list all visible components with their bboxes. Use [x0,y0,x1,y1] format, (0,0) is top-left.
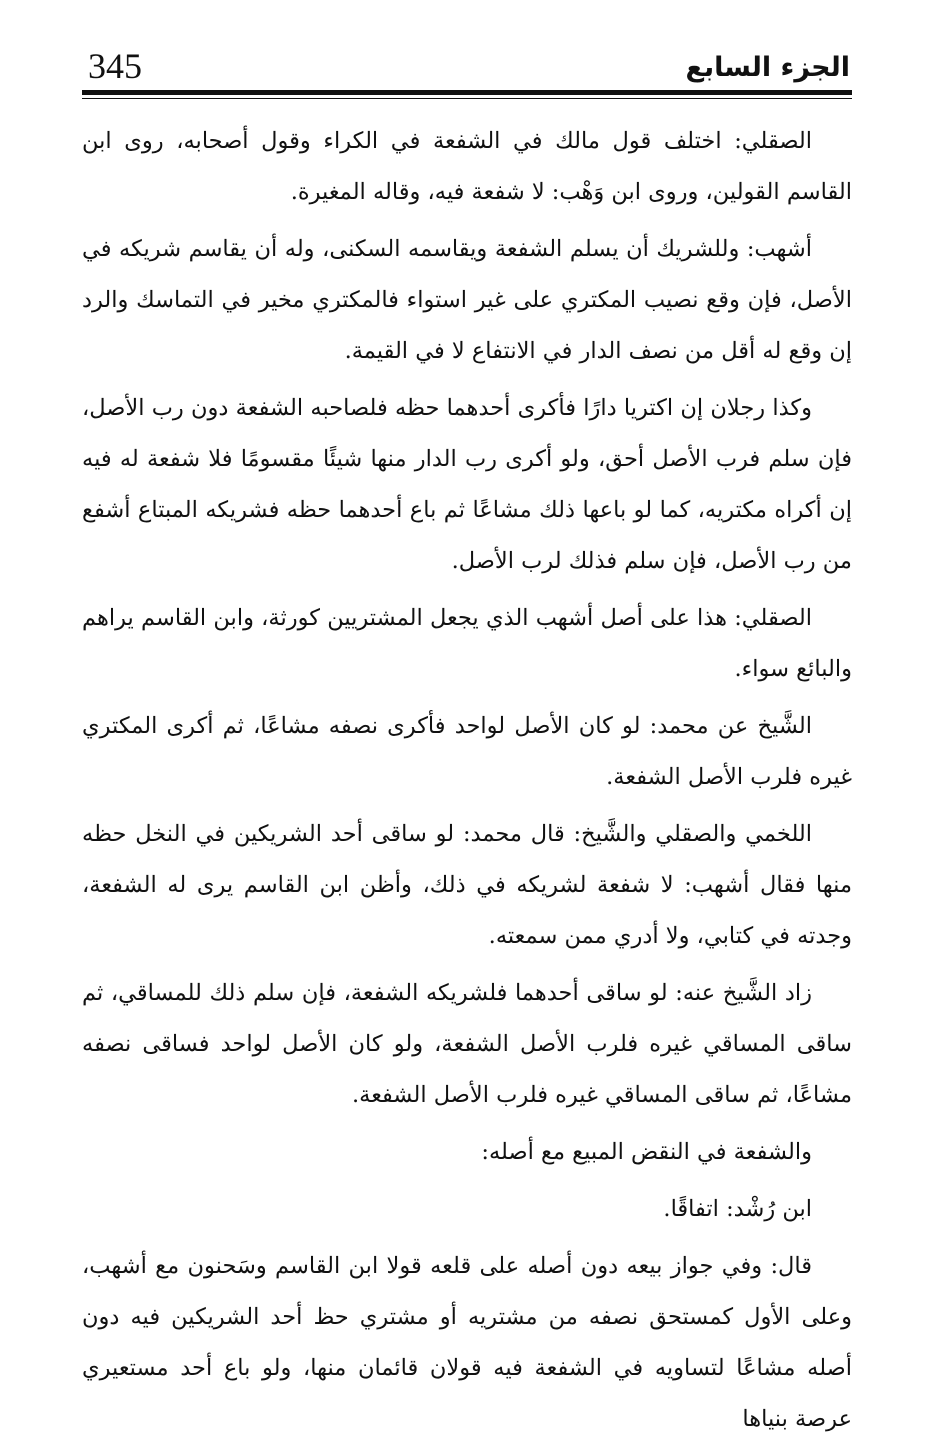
paragraph-2: أشهب: وللشريك أن يسلم الشفعة ويقاسمه السكنى، وله أن يقاسم شريكه في الأصل، فإن وقع نصيب المكتري على غير استواء فالمكتري مخير في التماسك والرد إن وقع له أقل من نصف الدار في الانتفاع لا في القيمة. [82,236,852,364]
paragraph-3: وكذا رجلان إن اكتريا دارًا فأكرى أحدهما حظه فلصاحبه الشفعة دون رب الأصل، فإن سلم فرب الأصل أحق، ولو أكرى رب الدار منها شيئًا مقسومًا فلا شفعة له فيه إن أكراه مكتريه، كما لو باعها ذلك مشاعًا ثم باع أحدهما حظه فشريكه المبتاع أشفع من رب الأصل، فإن سلم فذلك لرب الأصل. [82,395,852,574]
paragraph-5: الشَّيخ عن محمد: لو كان الأصل لواحد فأكرى نصفه مشاعًا، ثم أكرى المكتري غيره فلرب الأصل الشفعة. [82,713,852,790]
running-title: الجزء السابع [685,52,850,83]
page-header [82,40,850,90]
body-text [82,116,852,1451]
paragraph-7: زاد الشَّيخ عنه: لو ساقى أحدهما فلشريكه الشفعة، فإن سلم ذلك للمساقي، ثم ساقى المساقي غيره فلرب الأصل الشفعة، ولو كان الأصل لواحد فساقى نصفه مشاعًا، ثم ساقى المساقي غيره فلرب الأصل الشفعة. [82,980,852,1108]
paragraph-1: الصقلي: اختلف قول مالك في الشفعة في الكراء وقول أصحابه، روى ابن القاسم القولين، وروى ابن وَهْب: لا شفعة فيه، وقاله المغيرة. [82,128,852,205]
header-rule-thick [82,90,852,95]
paragraph-9: ابن رُشْد: اتفاقًا. [663,1196,812,1222]
paragraph-4: الصقلي: هذا على أصل أشهب الذي يجعل المشتريين كورثة، وابن القاسم يراهم والبائع سواء. [82,605,852,682]
paragraph-10: قال: وفي جواز بيعه دون أصله على قلعه قولا ابن القاسم وسَحنون مع أشهب، وعلى الأول كمستحق نصفه من مشتريه أو مشتري حظ أحد الشريكين فيه دون أصله مشاعًا لتساويه في الشفعة فيه قولان قائمان منها، ولو باع أحد مستعيري عرصة بنياها [82,1253,852,1432]
paragraph-8: والشفعة في النقض المبيع مع أصله: [481,1139,812,1165]
paragraph-6: اللخمي والصقلي والشَّيخ: قال محمد: لو ساقى أحد الشريكين في النخل حظه منها فقال أشهب: لا شفعة لشريكه في ذلك، وأظن ابن القاسم يرى له الشفعة، وجدته في كتابي، ولا أدري ممن سمعته. [82,821,852,949]
header-rule-thin [82,98,852,99]
page-number: 345 [88,46,142,86]
